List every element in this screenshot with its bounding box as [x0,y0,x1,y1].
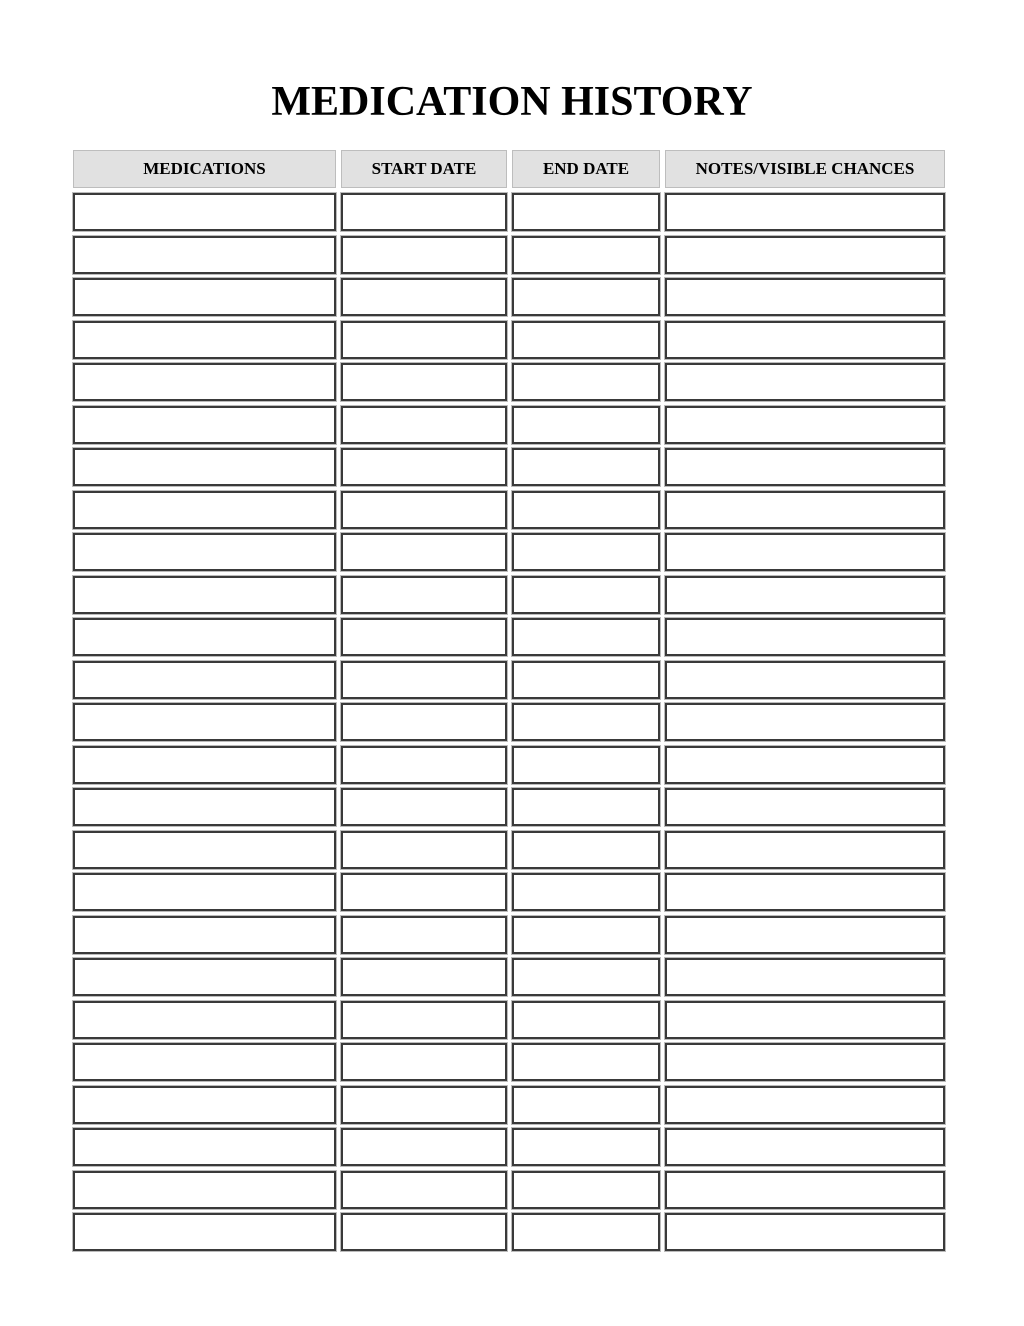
start-date-cell[interactable] [341,491,507,529]
start-date-cell[interactable] [341,1128,507,1166]
medication-cell[interactable] [73,278,336,316]
notes-cell[interactable] [665,193,945,231]
notes-cell[interactable] [665,1213,945,1251]
end-date-cell[interactable] [512,491,660,529]
medication-cell[interactable] [73,363,336,401]
medication-cell[interactable] [73,406,336,444]
end-date-cell[interactable] [512,1128,660,1166]
end-date-cell[interactable] [512,1213,660,1251]
medication-cell[interactable] [73,236,336,274]
notes-cell[interactable] [665,1171,945,1209]
notes-cell[interactable] [665,746,945,784]
start-date-cell[interactable] [341,788,507,826]
end-date-cell[interactable] [512,703,660,741]
medication-cell[interactable] [73,916,336,954]
end-date-cell[interactable] [512,448,660,486]
start-date-cell[interactable] [341,1086,507,1124]
medication-cell[interactable] [73,618,336,656]
medication-cell[interactable] [73,703,336,741]
notes-cell[interactable] [665,1086,945,1124]
medication-cell[interactable] [73,958,336,996]
start-date-cell[interactable] [341,576,507,614]
end-date-cell[interactable] [512,788,660,826]
medication-cell[interactable] [73,831,336,869]
start-date-cell[interactable] [341,661,507,699]
end-date-cell[interactable] [512,1171,660,1209]
end-date-cell[interactable] [512,873,660,911]
medication-cell[interactable] [73,491,336,529]
start-date-cell[interactable] [341,321,507,359]
notes-cell[interactable] [665,703,945,741]
end-date-cell[interactable] [512,363,660,401]
header-end-date: END DATE [512,150,660,188]
end-date-cell[interactable] [512,746,660,784]
end-date-cell[interactable] [512,916,660,954]
medication-cell[interactable] [73,873,336,911]
notes-cell[interactable] [665,873,945,911]
end-date-cell[interactable] [512,618,660,656]
notes-cell[interactable] [665,618,945,656]
start-date-cell[interactable] [341,958,507,996]
notes-cell[interactable] [665,406,945,444]
end-date-cell[interactable] [512,533,660,571]
end-date-cell[interactable] [512,236,660,274]
medication-cell[interactable] [73,746,336,784]
start-date-cell[interactable] [341,1043,507,1081]
notes-cell[interactable] [665,363,945,401]
notes-cell[interactable] [665,236,945,274]
end-date-cell[interactable] [512,576,660,614]
notes-cell[interactable] [665,831,945,869]
start-date-cell[interactable] [341,278,507,316]
notes-cell[interactable] [665,533,945,571]
medication-cell[interactable] [73,1213,336,1251]
medication-cell[interactable] [73,533,336,571]
end-date-cell[interactable] [512,406,660,444]
start-date-cell[interactable] [341,1171,507,1209]
notes-cell[interactable] [665,278,945,316]
end-date-cell[interactable] [512,1086,660,1124]
start-date-cell[interactable] [341,1001,507,1039]
start-date-cell[interactable] [341,193,507,231]
notes-cell[interactable] [665,1001,945,1039]
start-date-cell[interactable] [341,746,507,784]
medication-cell[interactable] [73,1171,336,1209]
medication-cell[interactable] [73,321,336,359]
start-date-cell[interactable] [341,618,507,656]
end-date-cell[interactable] [512,958,660,996]
medication-cell[interactable] [73,661,336,699]
start-date-cell[interactable] [341,406,507,444]
end-date-cell[interactable] [512,321,660,359]
header-notes: NOTES/VISIBLE CHANCES [665,150,945,188]
start-date-cell[interactable] [341,448,507,486]
medication-cell[interactable] [73,1043,336,1081]
notes-cell[interactable] [665,788,945,826]
page-title: MEDICATION HISTORY [271,79,753,125]
notes-cell[interactable] [665,958,945,996]
start-date-cell[interactable] [341,873,507,911]
header-medications: MEDICATIONS [73,150,336,188]
medication-cell[interactable] [73,193,336,231]
notes-cell[interactable] [665,661,945,699]
start-date-cell[interactable] [341,533,507,571]
end-date-cell[interactable] [512,278,660,316]
start-date-cell[interactable] [341,831,507,869]
start-date-cell[interactable] [341,236,507,274]
header-start-date: START DATE [341,150,507,188]
start-date-cell[interactable] [341,703,507,741]
end-date-cell[interactable] [512,831,660,869]
notes-cell[interactable] [665,491,945,529]
start-date-cell[interactable] [341,363,507,401]
medication-cell[interactable] [73,1001,336,1039]
start-date-cell[interactable] [341,1213,507,1251]
end-date-cell[interactable] [512,1001,660,1039]
end-date-cell[interactable] [512,193,660,231]
notes-cell[interactable] [665,1043,945,1081]
notes-cell[interactable] [665,576,945,614]
notes-cell[interactable] [665,916,945,954]
medication-cell[interactable] [73,1128,336,1166]
end-date-cell[interactable] [512,1043,660,1081]
medication-cell[interactable] [73,576,336,614]
notes-cell[interactable] [665,321,945,359]
end-date-cell[interactable] [512,661,660,699]
medication-cell[interactable] [73,1086,336,1124]
medication-cell[interactable] [73,788,336,826]
notes-cell[interactable] [665,448,945,486]
notes-cell[interactable] [665,1128,945,1166]
start-date-cell[interactable] [341,916,507,954]
medication-cell[interactable] [73,448,336,486]
